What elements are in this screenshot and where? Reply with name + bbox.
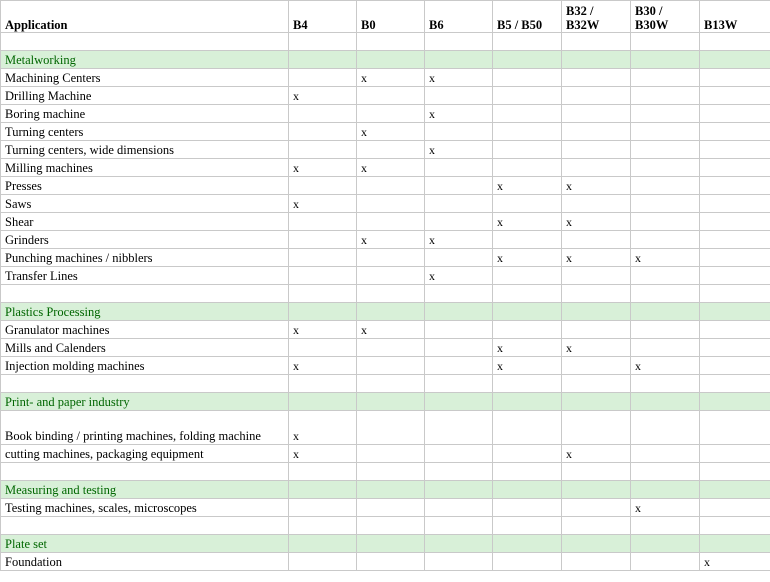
blank-cell <box>425 375 493 393</box>
application-name: cutting machines, packaging equipment <box>1 445 289 463</box>
mark-cell <box>700 499 770 517</box>
mark-cell: x <box>700 553 770 571</box>
mark-cell <box>700 105 770 123</box>
mark-cell <box>631 141 700 159</box>
blank-cell <box>562 285 631 303</box>
mark-cell: x <box>425 141 493 159</box>
blank-cell <box>562 517 631 535</box>
mark-cell <box>700 411 770 445</box>
section-cell <box>493 535 562 553</box>
section-row <box>1 51 770 69</box>
mark-cell <box>493 553 562 571</box>
table-row <box>1 231 770 249</box>
application-name: Drilling Machine <box>1 87 289 105</box>
mark-cell <box>631 321 700 339</box>
mark-cell: x <box>425 69 493 87</box>
mark-cell <box>700 159 770 177</box>
blank-cell <box>493 285 562 303</box>
column-header: B32 / B32W <box>562 1 631 33</box>
mark-cell <box>357 445 425 463</box>
mark-cell <box>289 499 357 517</box>
mark-cell <box>493 123 562 141</box>
column-header-application: Application <box>1 1 289 33</box>
table-body <box>1 33 770 571</box>
mark-cell <box>493 87 562 105</box>
mark-cell <box>289 177 357 195</box>
mark-cell <box>425 321 493 339</box>
mark-cell <box>562 123 631 141</box>
mark-cell <box>562 411 631 445</box>
mark-cell <box>289 231 357 249</box>
mark-cell: x <box>425 105 493 123</box>
mark-cell: x <box>493 213 562 231</box>
mark-cell <box>357 249 425 267</box>
section-cell <box>631 481 700 499</box>
application-name: Book binding / printing machines, folding machine <box>1 411 289 445</box>
blank-cell <box>631 517 700 535</box>
mark-cell <box>562 159 631 177</box>
mark-cell: x <box>425 267 493 285</box>
section-cell <box>289 481 357 499</box>
table-row <box>1 339 770 357</box>
blank-cell <box>562 33 631 51</box>
mark-cell <box>493 231 562 249</box>
mark-cell <box>700 339 770 357</box>
section-cell <box>493 393 562 411</box>
mark-cell <box>425 357 493 375</box>
section-cell <box>425 51 493 69</box>
mark-cell <box>562 87 631 105</box>
mark-cell: x <box>493 357 562 375</box>
mark-cell <box>700 213 770 231</box>
column-header: B5 / B50 <box>493 1 562 33</box>
mark-cell <box>425 123 493 141</box>
section-label: Plate set <box>1 535 289 553</box>
mark-cell <box>700 445 770 463</box>
mark-cell <box>289 105 357 123</box>
column-header: B6 <box>425 1 493 33</box>
mark-cell <box>700 249 770 267</box>
column-header: B13W <box>700 1 770 33</box>
mark-cell <box>357 213 425 231</box>
application-name: Testing machines, scales, microscopes <box>1 499 289 517</box>
table-row <box>1 141 770 159</box>
mark-cell: x <box>493 177 562 195</box>
mark-cell <box>631 177 700 195</box>
application-name: Machining Centers <box>1 69 289 87</box>
blank-cell <box>289 285 357 303</box>
section-cell <box>631 303 700 321</box>
section-row <box>1 535 770 553</box>
section-cell <box>562 481 631 499</box>
blank-cell <box>493 517 562 535</box>
section-cell <box>700 393 770 411</box>
mark-cell <box>425 553 493 571</box>
mark-cell <box>425 339 493 357</box>
mark-cell <box>357 411 425 445</box>
section-cell <box>700 51 770 69</box>
column-header: B0 <box>357 1 425 33</box>
section-cell <box>289 393 357 411</box>
section-cell <box>562 303 631 321</box>
mark-cell <box>562 231 631 249</box>
mark-cell <box>357 177 425 195</box>
blank-cell <box>425 463 493 481</box>
section-cell <box>493 51 562 69</box>
blank-cell <box>631 463 700 481</box>
mark-cell <box>631 231 700 249</box>
mark-cell: x <box>289 321 357 339</box>
mark-cell <box>493 141 562 159</box>
mark-cell: x <box>357 69 425 87</box>
column-header: B30 / B30W <box>631 1 700 33</box>
section-cell <box>289 51 357 69</box>
table-row <box>1 213 770 231</box>
mark-cell <box>631 195 700 213</box>
mark-cell <box>631 553 700 571</box>
mark-cell <box>493 267 562 285</box>
mark-cell: x <box>289 411 357 445</box>
table-row <box>1 321 770 339</box>
application-name: Injection molding machines <box>1 357 289 375</box>
mark-cell <box>493 195 562 213</box>
section-cell <box>289 303 357 321</box>
mark-cell <box>631 411 700 445</box>
mark-cell <box>425 213 493 231</box>
blank-cell <box>631 375 700 393</box>
blank-cell <box>1 33 289 51</box>
mark-cell <box>700 69 770 87</box>
section-cell <box>493 303 562 321</box>
application-name: Punching machines / nibblers <box>1 249 289 267</box>
mark-cell: x <box>493 249 562 267</box>
mark-cell: x <box>562 339 631 357</box>
section-cell <box>631 393 700 411</box>
blank-cell <box>289 375 357 393</box>
mark-cell <box>562 357 631 375</box>
mark-cell <box>631 105 700 123</box>
blank-cell <box>1 285 289 303</box>
section-label: Metalworking <box>1 51 289 69</box>
section-cell <box>631 51 700 69</box>
mark-cell: x <box>357 321 425 339</box>
blank-cell <box>357 463 425 481</box>
mark-cell <box>562 267 631 285</box>
mark-cell <box>493 411 562 445</box>
mark-cell <box>289 553 357 571</box>
blank-row <box>1 463 770 481</box>
application-name: Mills and Calenders <box>1 339 289 357</box>
mark-cell <box>357 105 425 123</box>
application-name: Shear <box>1 213 289 231</box>
table-row <box>1 123 770 141</box>
mark-cell <box>700 177 770 195</box>
mark-cell <box>357 499 425 517</box>
application-name: Boring machine <box>1 105 289 123</box>
mark-cell <box>700 231 770 249</box>
mark-cell <box>700 267 770 285</box>
table-row <box>1 267 770 285</box>
mark-cell <box>562 499 631 517</box>
mark-cell <box>631 69 700 87</box>
mark-cell: x <box>289 445 357 463</box>
table-row <box>1 87 770 105</box>
blank-cell <box>1 375 289 393</box>
section-cell <box>357 481 425 499</box>
section-cell <box>700 535 770 553</box>
blank-cell <box>1 517 289 535</box>
section-cell <box>631 535 700 553</box>
table-row <box>1 411 770 445</box>
blank-cell <box>493 463 562 481</box>
mark-cell <box>357 339 425 357</box>
mark-cell <box>357 553 425 571</box>
column-header: B4 <box>289 1 357 33</box>
mark-cell <box>357 87 425 105</box>
application-name: Presses <box>1 177 289 195</box>
blank-cell <box>357 375 425 393</box>
blank-cell <box>700 375 770 393</box>
blank-cell <box>700 517 770 535</box>
mark-cell <box>289 267 357 285</box>
table-row <box>1 553 770 571</box>
section-cell <box>425 481 493 499</box>
mark-cell <box>493 159 562 177</box>
mark-cell <box>357 267 425 285</box>
blank-cell <box>562 463 631 481</box>
blank-cell <box>631 285 700 303</box>
section-row <box>1 303 770 321</box>
mark-cell: x <box>289 357 357 375</box>
mark-cell: x <box>357 123 425 141</box>
application-name: Saws <box>1 195 289 213</box>
section-cell <box>425 535 493 553</box>
section-cell <box>562 393 631 411</box>
application-name: Turning centers <box>1 123 289 141</box>
mark-cell <box>289 339 357 357</box>
mark-cell <box>493 321 562 339</box>
mark-cell <box>631 159 700 177</box>
application-name: Transfer Lines <box>1 267 289 285</box>
section-cell <box>493 481 562 499</box>
blank-row <box>1 33 770 51</box>
mark-cell <box>289 213 357 231</box>
table-row <box>1 499 770 517</box>
table-row <box>1 249 770 267</box>
blank-cell <box>493 375 562 393</box>
section-cell <box>425 393 493 411</box>
mark-cell <box>631 87 700 105</box>
blank-cell <box>425 33 493 51</box>
section-cell <box>562 535 631 553</box>
table-row <box>1 445 770 463</box>
mark-cell: x <box>631 499 700 517</box>
mark-cell: x <box>289 87 357 105</box>
section-cell <box>700 481 770 499</box>
header-row <box>1 1 770 33</box>
mark-cell <box>289 123 357 141</box>
blank-cell <box>425 517 493 535</box>
mark-cell: x <box>562 249 631 267</box>
mark-cell: x <box>562 213 631 231</box>
mark-cell <box>493 105 562 123</box>
blank-row <box>1 517 770 535</box>
mark-cell <box>493 445 562 463</box>
mark-cell <box>357 357 425 375</box>
section-cell <box>357 393 425 411</box>
mark-cell <box>425 159 493 177</box>
mark-cell: x <box>289 159 357 177</box>
mark-cell <box>700 87 770 105</box>
mark-cell <box>700 195 770 213</box>
mark-cell <box>631 445 700 463</box>
mark-cell <box>425 87 493 105</box>
blank-cell <box>1 463 289 481</box>
mark-cell <box>700 321 770 339</box>
mark-cell <box>425 411 493 445</box>
mark-cell <box>631 123 700 141</box>
blank-row <box>1 285 770 303</box>
mark-cell <box>562 105 631 123</box>
application-name: Foundation <box>1 553 289 571</box>
mark-cell <box>700 357 770 375</box>
mark-cell <box>562 321 631 339</box>
blank-cell <box>425 285 493 303</box>
section-label: Print- and paper industry <box>1 393 289 411</box>
blank-cell <box>493 33 562 51</box>
mark-cell <box>289 141 357 159</box>
table-row <box>1 159 770 177</box>
section-row <box>1 393 770 411</box>
blank-cell <box>631 33 700 51</box>
blank-cell <box>357 33 425 51</box>
blank-cell <box>289 33 357 51</box>
mark-cell: x <box>631 249 700 267</box>
mark-cell: x <box>631 357 700 375</box>
blank-cell <box>700 285 770 303</box>
mark-cell <box>700 141 770 159</box>
mark-cell: x <box>493 339 562 357</box>
section-cell <box>700 303 770 321</box>
blank-cell <box>700 33 770 51</box>
table-row <box>1 195 770 213</box>
section-cell <box>357 303 425 321</box>
mark-cell <box>425 195 493 213</box>
mark-cell: x <box>425 231 493 249</box>
mark-cell <box>425 445 493 463</box>
table-row <box>1 357 770 375</box>
mark-cell <box>631 213 700 231</box>
mark-cell <box>357 141 425 159</box>
mark-cell <box>357 195 425 213</box>
application-name: Granulator machines <box>1 321 289 339</box>
mark-cell <box>493 69 562 87</box>
table-row <box>1 105 770 123</box>
mark-cell: x <box>357 231 425 249</box>
blank-row <box>1 375 770 393</box>
mark-cell <box>562 141 631 159</box>
mark-cell <box>562 69 631 87</box>
mark-cell <box>425 499 493 517</box>
mark-cell: x <box>357 159 425 177</box>
table-row <box>1 177 770 195</box>
section-cell <box>289 535 357 553</box>
section-row <box>1 481 770 499</box>
blank-cell <box>357 285 425 303</box>
mark-cell <box>631 267 700 285</box>
section-cell <box>425 303 493 321</box>
application-name: Grinders <box>1 231 289 249</box>
mark-cell: x <box>289 195 357 213</box>
blank-cell <box>562 375 631 393</box>
mark-cell <box>562 553 631 571</box>
mark-cell <box>493 499 562 517</box>
mark-cell <box>425 249 493 267</box>
section-cell <box>562 51 631 69</box>
mark-cell: x <box>562 445 631 463</box>
blank-cell <box>357 517 425 535</box>
section-label: Plastics Processing <box>1 303 289 321</box>
blank-cell <box>289 517 357 535</box>
mark-cell <box>289 69 357 87</box>
application-name: Turning centers, wide dimensions <box>1 141 289 159</box>
section-cell <box>357 535 425 553</box>
blank-cell <box>700 463 770 481</box>
mark-cell: x <box>562 177 631 195</box>
mark-cell <box>631 339 700 357</box>
mark-cell <box>562 195 631 213</box>
application-name: Milling machines <box>1 159 289 177</box>
mark-cell <box>700 123 770 141</box>
mark-cell <box>289 249 357 267</box>
section-label: Measuring and testing <box>1 481 289 499</box>
section-cell <box>357 51 425 69</box>
blank-cell <box>289 463 357 481</box>
table-row <box>1 69 770 87</box>
mark-cell <box>425 177 493 195</box>
